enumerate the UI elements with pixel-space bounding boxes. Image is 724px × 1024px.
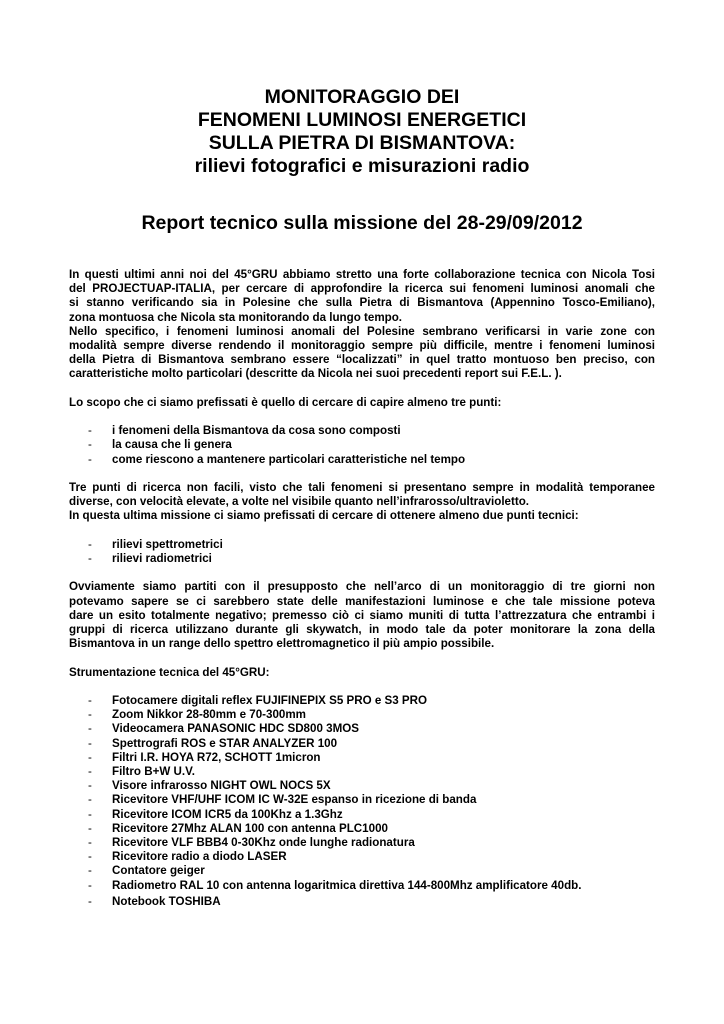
list-item: - Spettrografi ROS e STAR ANALYZER 100 <box>88 736 338 750</box>
instrument-heading: Strumentazione tecnica del 45°GRU: <box>69 665 270 679</box>
dash-bullet: - <box>88 552 92 565</box>
list-item: - Videocamera PANASONIC HDC SD800 3MOS <box>88 722 359 736</box>
dash-bullet: - <box>88 779 92 793</box>
dash-bullet: - <box>88 736 92 750</box>
dash-bullet: - <box>88 793 92 807</box>
list-item: - i fenomeni della Bismantova da cosa sono composti <box>88 424 401 438</box>
specific-line: caratteristiche molto particolari (descritte da Nicola nei suoi precedenti report sui F.E.L. ). <box>69 367 562 381</box>
list-item: - rilievi radiometrici <box>88 552 212 565</box>
dash-bullet: - <box>88 537 92 551</box>
research-paragraph <box>69 481 655 524</box>
dash-bullet: - <box>88 894 92 908</box>
obviously-line: dare un esito totalmente negativo; premesso ciò ci siamo muniti di tutta l’attrezzatura che entrambi i <box>69 608 655 622</box>
specific-line: modalità sempre diverse rendendo il monitoraggio sempre più difficile, mentre i fenomeni luminosi <box>69 339 655 353</box>
document-title <box>0 86 724 178</box>
list-item: - Notebook TOSHIBA <box>88 894 221 908</box>
intro-paragraph <box>69 268 655 325</box>
list-item: - Fotocamere digitali reflex FUJIFINEPIX S5 PRO e S3 PRO <box>88 693 428 707</box>
dash-bullet: - <box>88 821 92 835</box>
obviously-line: gruppi di ricerca utilizzano durante gli skywatch, in modo tale da poter monitorare la zona della <box>69 623 655 636</box>
list-item: - Ricevitore VHF/UHF ICOM IC W-32E espanso in ricezione di banda <box>88 793 477 807</box>
dash-bullet: - <box>88 878 92 892</box>
intro-line: zona montuosa che Nicola sta monitorando da lungo tempo. <box>69 310 403 324</box>
list-item: - Filtri I.R. HOYA R72, SCHOTT 1micron <box>88 750 321 764</box>
scope-text: Lo scopo che ci siamo prefissati è quello di cercare di capire almeno tre punti: <box>69 395 502 409</box>
research-line: diverse, con velocità elevate, a volte nel visibile quanto nell’infrarosso/ultravioletto. <box>69 495 530 509</box>
title-line-2: FENOMENI LUMINOSI ENERGETICI <box>197 109 527 131</box>
list-item: - Ricevitore VLF BBB4 0-30Khz onde lunghe radionatura <box>88 836 415 850</box>
obviously-line: Bismantova in un range dello spettro elettromagnetico il più ampio possibile. <box>69 637 495 651</box>
title-line-4: rilievi fotografici e misurazioni radio <box>194 155 530 177</box>
dash-bullet: - <box>88 722 92 736</box>
list-item: - rilievi spettrometrici <box>88 537 223 551</box>
list-item: - la causa che li genera <box>88 438 232 452</box>
tech-points-list <box>69 538 655 566</box>
intro-line: si stanno verificando sia in Polesine che sulla Pietra di Bismantova (Appennino Tosco-Emiliano), <box>69 296 655 310</box>
document-body <box>69 268 655 909</box>
list-item: - Zoom Nikkor 28-80mm e 70-300mm <box>88 708 306 722</box>
dash-bullet: - <box>88 864 92 878</box>
specific-line: della Pietra di Bismantova sembrano essere “localizzati” in quel tratto montuoso ben preciso, con <box>69 353 655 367</box>
dash-bullet: - <box>88 424 92 438</box>
instruments-list <box>69 694 655 909</box>
dash-bullet: - <box>88 807 92 821</box>
mission-line: In questa ultima missione ci siamo prefissati di cercare di ottenere almeno due punti tecnici: <box>69 509 579 523</box>
intro-line: In questi ultimi anni noi del 45°GRU abbiamo stretto una forte collaborazione tecnica con Nicola Tosi <box>69 268 655 281</box>
obviously-line: Ovviamente siamo partiti con il presupposto che nell’arco di un monitoraggio di tre giorni non <box>69 580 655 594</box>
list-item: - Visore infrarosso NIGHT OWL NOCS 5X <box>88 779 331 793</box>
research-line: Tre punti di ricerca non facili, visto che tali fenomeni si presentano sempre in modalità temporanee <box>69 481 655 494</box>
specific-line: Nello specifico, i fenomeni luminosi anomali del Polesine sembrano verificarsi in varie zone con <box>69 324 655 338</box>
obviously-paragraph <box>69 580 655 651</box>
dash-bullet: - <box>88 693 92 707</box>
intro-line: del PROJECTUAP-ITALIA, per cercare di approfondire la ricerca sui fenomeni luminosi anomali che <box>69 282 655 296</box>
list-item: - Ricevitore 27Mhz ALAN 100 con antenna PLC1000 <box>88 821 388 835</box>
obviously-line: potevamo sapere se ci sarebbero state delle manifestazioni luminose e che tale missione poteva <box>69 594 655 608</box>
list-item: - come riescono a mantenere particolari caratteristiche nel tempo <box>88 452 466 466</box>
list-item: - Ricevitore ICOM ICR5 da 100Khz a 1.3Ghz <box>88 807 343 821</box>
scope-points-list <box>69 424 655 467</box>
dash-bullet: - <box>88 708 92 722</box>
list-item: - Contatore geiger <box>88 864 205 878</box>
dash-bullet: - <box>88 750 92 764</box>
dash-bullet: - <box>88 438 92 452</box>
dash-bullet: - <box>88 836 92 850</box>
dash-bullet: - <box>88 850 92 864</box>
dash-bullet: - <box>88 452 92 466</box>
report-subtitle: Report tecnico sulla missione del 28-29/09/2012 <box>141 212 583 234</box>
title-line-1: MONITORAGGIO DEI <box>264 86 460 108</box>
title-line-3: SULLA PIETRA DI BISMANTOVA: <box>208 132 516 154</box>
list-item: - Radiometro RAL 10 con antenna logaritmica direttiva 144-800Mhz amplificatore 40db. <box>88 878 582 892</box>
list-item: - Filtro B+W U.V. <box>88 765 195 778</box>
list-item: - Ricevitore radio a diodo LASER <box>88 850 287 864</box>
dash-bullet: - <box>88 765 92 778</box>
specific-paragraph <box>69 325 655 382</box>
scope-paragraph <box>69 396 655 410</box>
